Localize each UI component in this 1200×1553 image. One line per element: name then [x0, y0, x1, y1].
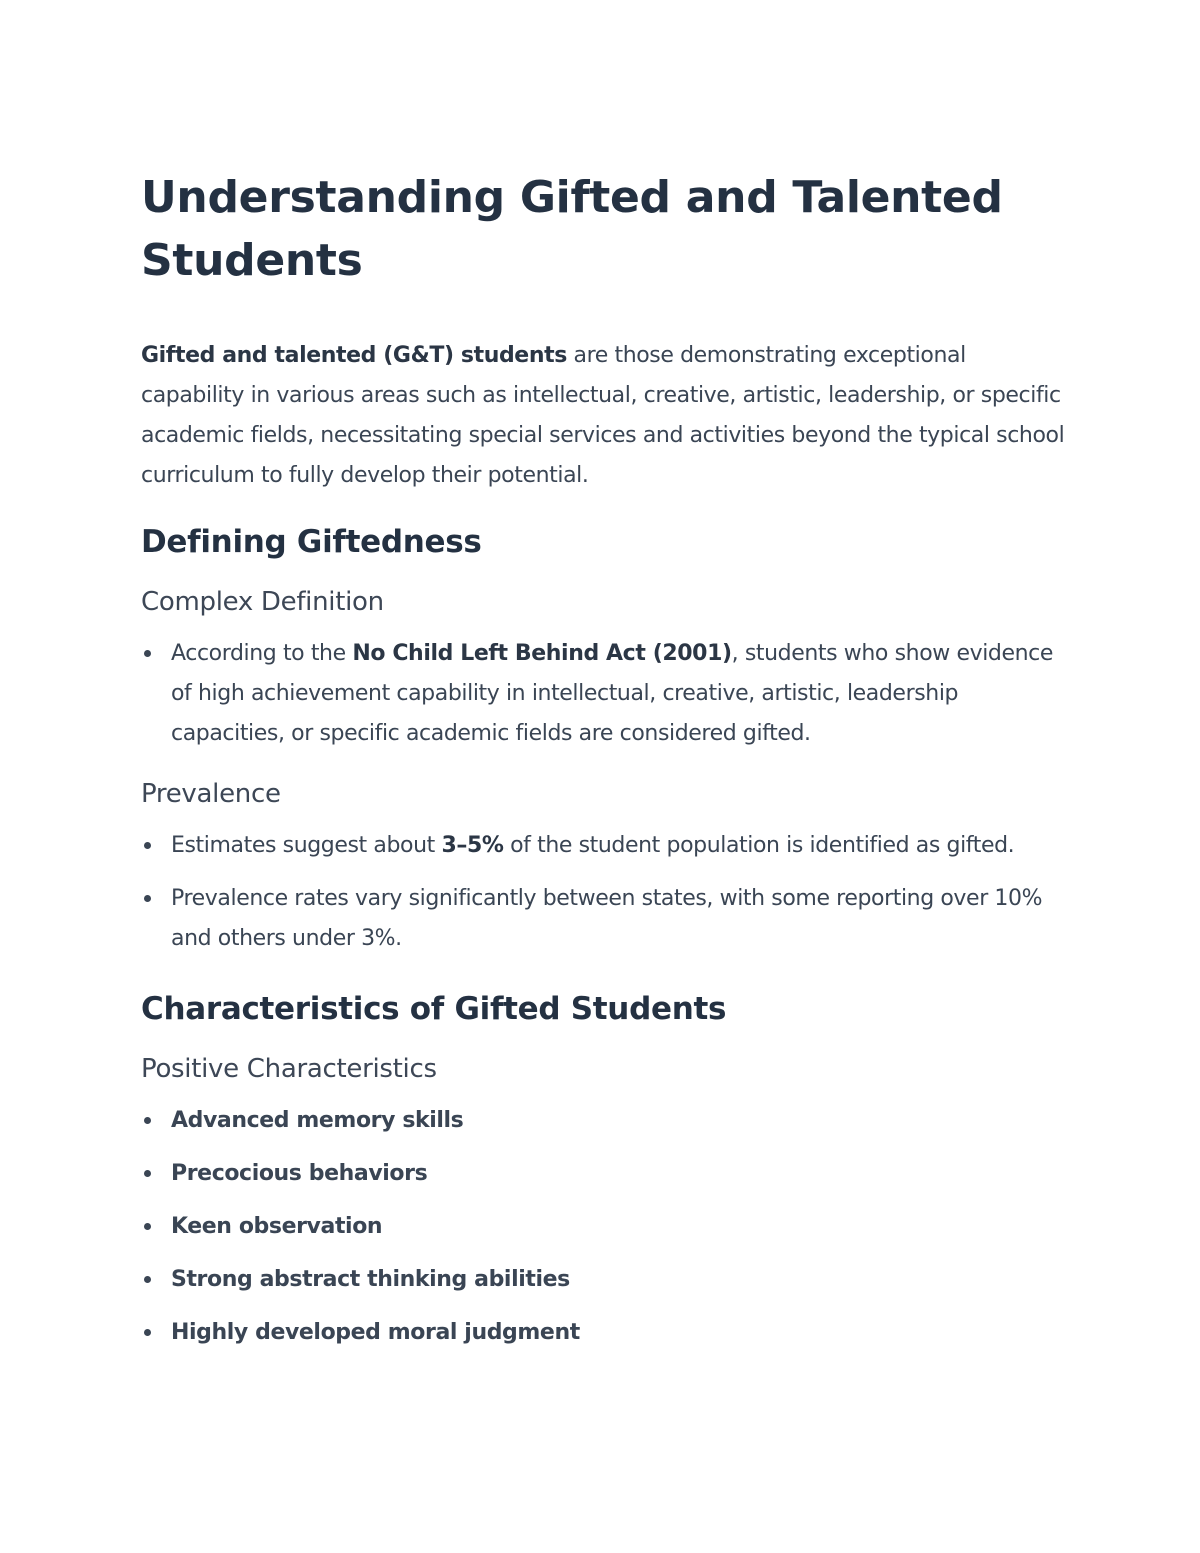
bullet-icon: [144, 1329, 151, 1336]
list-item: [141, 1101, 1070, 1141]
list-item: [141, 634, 1070, 754]
list-item: [141, 1260, 1070, 1300]
intro-lead-bold: Gifted and talented (G&T) students: [141, 343, 567, 368]
list-item-text: Keen observation: [171, 1214, 383, 1239]
subheading-prevalence: Prevalence: [141, 779, 281, 809]
prevalence-list: [141, 826, 1070, 959]
bullet-icon: [144, 1276, 151, 1283]
complex-definition-list: [141, 634, 1070, 754]
intro-paragraph: [141, 336, 1070, 496]
list-item-text-bold: No Child Left Behind Act (2001): [352, 641, 732, 666]
section-heading-defining: Defining Giftedness: [141, 524, 482, 560]
bullet-icon: [144, 1223, 151, 1230]
list-item: [141, 826, 1070, 866]
bullet-icon: [144, 1170, 151, 1177]
bullet-icon: [144, 650, 151, 657]
list-item-text: Advanced memory skills: [171, 1108, 464, 1133]
list-item-text: Strong abstract thinking abilities: [171, 1267, 570, 1292]
list-item-text-post: , students who show evidence of high achievement capability in intellectual, creative, artistic, leadership capacities, or specific academic fields are considered gifted.: [171, 641, 1053, 746]
page-title: Understanding Gifted and Talented Students: [141, 172, 1003, 286]
list-item-text-pre: According to the: [171, 641, 353, 666]
list-item-text: Highly developed moral judgment: [171, 1320, 580, 1345]
subheading-positive-characteristics: Positive Characteristics: [141, 1054, 437, 1084]
list-item: [141, 1207, 1070, 1247]
list-item-text: Precocious behaviors: [171, 1161, 428, 1186]
bullet-icon: [144, 895, 151, 902]
bullet-icon: [144, 1117, 151, 1124]
list-item-text-post: of the student population is identified as gifted.: [503, 833, 1015, 858]
list-item-text-pre: Estimates suggest about: [171, 833, 442, 858]
list-item-text-bold: 3–5%: [441, 833, 504, 858]
list-item: [141, 1154, 1070, 1194]
list-item: [141, 1313, 1070, 1353]
intro-text: are those demonstrating exceptional capability in various areas such as intellectual, creative, artistic, leadership, or specific academic fields, necessitating special services and activities beyond the typical school curriculum to fully develop their potential.: [141, 343, 1065, 488]
section-heading-characteristics: Characteristics of Gifted Students: [141, 991, 727, 1027]
list-item-text: Prevalence rates vary significantly between states, with some reporting over 10% and others under 3%.: [171, 886, 1043, 951]
list-item: [141, 879, 1070, 959]
subheading-complex-definition: Complex Definition: [141, 587, 384, 617]
positive-characteristics-list: [141, 1101, 1070, 1353]
bullet-icon: [144, 842, 151, 849]
